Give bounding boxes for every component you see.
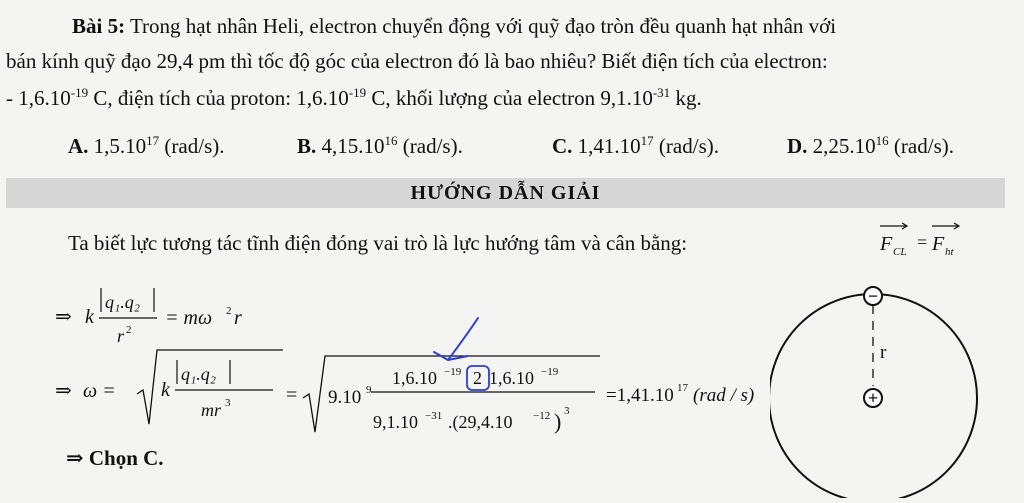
electron-mass-exp: -31 [652,85,671,100]
equation-2-svg [55,348,765,438]
electron-charge-exp: -19 [70,85,89,100]
solution-banner: HƯỚNG DẪN GIẢI [6,178,1005,208]
force-right-sub: ht [945,246,954,258]
option-b[interactable] [297,134,463,159]
force-equation [872,218,972,262]
solution-intro-line [68,231,687,256]
rhs-omega-exp: 2 [226,305,232,317]
radius-value: .(29,4.10 [448,412,513,432]
option-b-key: B. [297,134,317,158]
denominator-mr-exp: 3 [225,397,231,409]
option-d-key: D. [787,134,808,158]
electron-charge-text: - 1,6.10 [6,86,71,110]
option-d-exp: 16 [875,133,889,148]
option-c[interactable] [552,134,719,159]
radius-value-exp: −12 [533,410,551,422]
option-b-exp: 16 [384,133,398,148]
charge-value-1: 1,6.10 [392,368,437,388]
option-d[interactable] [787,134,954,159]
coulomb-constant-exp: 9 [366,384,372,396]
denominator-r-exp: 2 [126,324,132,336]
option-c-key: C. [552,134,573,158]
rhs-m-omega: = mω [165,307,213,329]
equation-1 [55,278,315,350]
option-a-exp: 17 [146,133,160,148]
equals-sign-2: = [286,384,298,406]
mass-value-exp: −31 [425,410,443,422]
force-right: F [932,233,945,255]
solution-intro: Ta biết lực tương tác tĩnh điện đóng vai trò là lực hướng tâm và cân bằng: [68,231,688,255]
force-equation-svg [872,218,972,262]
option-c-unit: (rad/s). [653,134,719,158]
force-left-sub: CL [893,246,907,258]
conclusion-text: Chọn C. [88,446,164,470]
mass-value: 9,1.10 [373,412,418,432]
denominator-mr: mr [201,400,222,420]
implies-arrow-2: ⇒ [55,380,72,402]
radius-label: r [880,342,887,363]
option-c-value: 1,41.10 [572,134,641,158]
charge-product-1: q₁.q₂ [105,292,141,312]
force-left: F [880,233,893,255]
result-exp: 17 [677,382,688,394]
proton-charge-text: C, điện tích của proton: 1,6.10 [88,86,349,110]
radius-cube-exp: 3 [564,405,570,417]
equation-1-svg [55,278,315,350]
option-a-key: A. [68,134,89,158]
problem-label: Bài 5: [72,14,126,38]
option-b-value: 4,15.10 [316,134,385,158]
option-a-unit: (rad/s). [159,134,225,158]
coulomb-constant: 9.10 [328,387,362,408]
charge-product-2: q₁.q₂ [181,364,217,384]
electron-symbol: − [867,286,879,306]
problem-line-1 [72,14,836,39]
equation-2 [55,348,765,438]
conclusion-line [66,445,164,471]
charge-value-1-exp: −19 [444,366,462,378]
mass-unit-text: kg. [670,86,702,110]
equals-sign: = [917,232,928,252]
constant-k-1: k [85,306,94,328]
result-value: =1,41.10 [606,385,674,406]
result-unit: (rad / s) [693,385,755,406]
problem-line-2: bán kính quỹ đạo 29,4 pm thì tốc độ góc của electron đó là bao nhiêu? Biết điện tích của electron: [6,49,828,73]
implies-arrow-1: ⇒ [55,306,72,328]
charge-value-2: 1,6.10 [489,368,534,388]
check-stroke-main [448,318,478,360]
omega-lhs: ω = [83,380,116,402]
charge-multiplier: 2 [473,368,482,388]
option-a[interactable] [68,134,224,159]
option-a-value: 1,5.10 [88,134,147,158]
charge-value-2-exp: −19 [541,366,559,378]
proton-charge-exp: -19 [348,85,367,100]
denominator-r: r [117,326,125,346]
orbit-diagram [770,283,980,498]
rhs-r: r [234,307,242,329]
check-annotation [430,312,490,372]
option-d-unit: (rad/s). [888,134,954,158]
constant-k-2: k [161,379,170,401]
option-c-exp: 17 [640,133,654,148]
nucleus-symbol: + [867,388,879,408]
problem-text-1: Trong hạt nhân Heli, electron chuyển động với quỹ đạo tròn đều quanh hạt nhân với [129,14,837,38]
electron-mass-text: C, khối lượng của electron 9,1.10 [366,86,653,110]
conclusion-arrow: ⇒ [66,446,84,470]
radius-close-paren: ) [554,409,562,434]
problem-line-3 [6,86,702,111]
orbit-diagram-svg [770,283,980,498]
option-d-value: 2,25.10 [807,134,876,158]
option-b-unit: (rad/s). [397,134,463,158]
check-annotation-svg [430,312,490,372]
